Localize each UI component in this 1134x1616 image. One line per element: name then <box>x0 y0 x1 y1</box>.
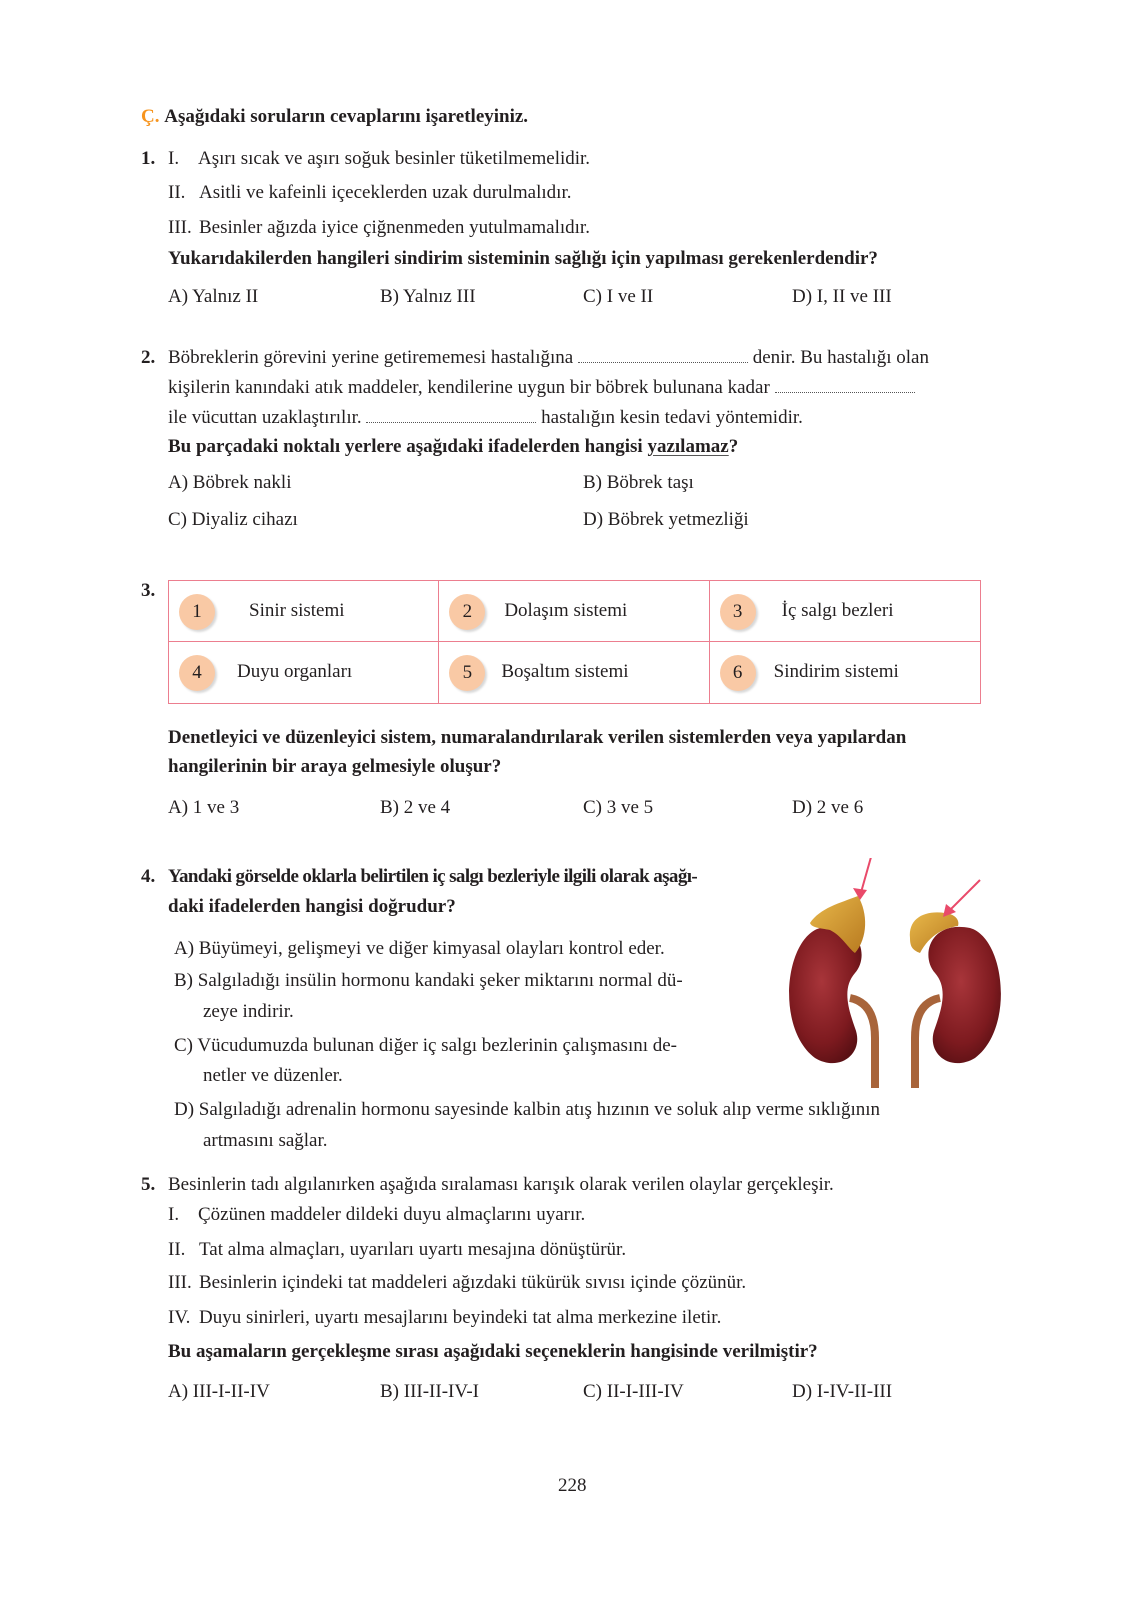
passage-line-1 <box>168 347 929 369</box>
number-badge: 4 <box>179 655 215 691</box>
statement-roman: I. <box>168 148 180 169</box>
option-a[interactable]: A) Böbrek nakli <box>168 472 292 493</box>
option-d[interactable]: D) I-IV-II-III <box>792 1381 893 1402</box>
statement-roman: III. <box>168 217 192 238</box>
system-label: Duyu organları <box>237 661 353 682</box>
passage-line-2 <box>168 377 915 399</box>
number-badge: 5 <box>449 655 485 691</box>
passage-text: kişilerin kanındaki atık maddeler, kendilerine uygun bir böbrek bulunana kadar <box>168 377 770 398</box>
system-label: Boşaltım sistemi <box>501 661 629 682</box>
question-number: 2. <box>141 347 156 368</box>
question-number: 5. <box>141 1174 156 1195</box>
passage-text: hastalığın kesin tedavi yöntemidir. <box>541 407 803 428</box>
blank-2 <box>775 380 915 393</box>
statement-roman: IV. <box>168 1307 191 1328</box>
question-stem-line-1: Yandaki görselde oklarla belirtilen iç salgı bezleriyle ilgili olarak aşağı- <box>168 866 698 887</box>
option-d-cont: artmasını sağlar. <box>203 1130 328 1151</box>
option-b[interactable]: B) 2 ve 4 <box>380 797 451 818</box>
option-c[interactable]: C) 3 ve 5 <box>583 797 654 818</box>
option-b[interactable]: B) III-II-IV-I <box>380 1381 479 1402</box>
option-c[interactable]: C) Vücudumuzda bulunan diğer iç salgı bezlerinin çalışmasını de- <box>174 1035 678 1056</box>
question-stem <box>168 436 738 458</box>
system-label: Sinir sistemi <box>249 600 345 621</box>
blank-1 <box>578 350 748 363</box>
option-c[interactable]: C) Diyaliz cihazı <box>168 509 298 530</box>
option-c[interactable]: C) II-I-III-IV <box>583 1381 684 1402</box>
system-cell <box>169 642 439 703</box>
statement-text: Aşırı sıcak ve aşırı soğuk besinler tüketilmemelidir. <box>198 148 591 169</box>
question-stem: Yukarıdakilerden hangileri sindirim sisteminin sağlığı için yapılması gerekenlerdendir? <box>168 248 878 269</box>
option-a[interactable]: A) Yalnız II <box>168 286 259 307</box>
option-b-cont: zeye indirir. <box>203 1001 294 1022</box>
passage-line-3 <box>168 407 803 429</box>
system-label: Dolaşım sistemi <box>504 600 628 621</box>
number-badge: 6 <box>720 655 756 691</box>
option-b[interactable]: B) Salgıladığı insülin hormonu kandaki şeker miktarını normal dü- <box>174 970 683 991</box>
number-badge: 1 <box>179 594 215 630</box>
statement-roman: III. <box>168 1272 192 1293</box>
question-number: 4. <box>141 866 156 887</box>
question-stem: Bu aşamaların gerçekleşme sırası aşağıdaki seçeneklerin hangisinde verilmiştir? <box>168 1341 818 1362</box>
section-heading <box>141 106 528 128</box>
stem-text: Bu parçadaki noktalı yerlere aşağıdaki ifadelerden hangisi <box>168 436 648 457</box>
blank-3 <box>366 410 536 423</box>
section-title: Aşağıdaki soruların cevaplarını işaretleyiniz. <box>164 106 529 127</box>
option-c[interactable]: C) I ve II <box>583 286 654 307</box>
system-label: İç salgı bezleri <box>781 600 894 621</box>
option-a[interactable]: A) III-I-II-IV <box>168 1381 270 1402</box>
number-badge: 2 <box>449 594 485 630</box>
option-d[interactable]: D) Salgıladığı adrenalin hormonu sayesinde kalbin atış hızının ve soluk alıp verme sıklığının <box>174 1099 881 1120</box>
question-stem-line-2: daki ifadelerden hangisi doğrudur? <box>168 896 456 917</box>
option-d[interactable]: D) 2 ve 6 <box>792 797 864 818</box>
question-number: 3. <box>141 580 156 601</box>
question-stem-line-2: hangilerinin bir araya gelmesiyle oluşur? <box>168 756 502 777</box>
question-intro: Besinlerin tadı algılanırken aşağıda sıralaması karışık olarak verilen olaylar gerçekleşir. <box>168 1174 834 1195</box>
question-stem-line-1: Denetleyici ve düzenleyici sistem, numaralandırılarak verilen sistemlerden veya yapılardan <box>168 727 907 748</box>
system-cell <box>439 642 709 703</box>
passage-text: ile vücuttan uzaklaştırılır. <box>168 407 362 428</box>
statement-roman: II. <box>168 182 186 203</box>
statement-text: Duyu sinirleri, uyartı mesajlarını beyindeki tat alma merkezine iletir. <box>199 1307 722 1328</box>
option-a[interactable]: A) 1 ve 3 <box>168 797 240 818</box>
statement-text: Asitli ve kafeinli içeceklerden uzak durulmalıdır. <box>199 182 572 203</box>
question-number: 1. <box>141 148 156 169</box>
option-b[interactable]: B) Yalnız III <box>380 286 476 307</box>
section-letter: Ç. <box>141 106 160 127</box>
arrow-right <box>947 880 980 913</box>
passage-text: denir. Bu hastalığı olan <box>752 347 929 368</box>
statement-roman: II. <box>168 1239 186 1260</box>
system-cell <box>439 581 709 642</box>
system-label: Sindirim sistemi <box>773 661 899 682</box>
passage-text: Böbreklerin görevini yerine getirememesi hastalığına <box>168 347 574 368</box>
statement-roman: I. <box>168 1204 180 1225</box>
stem-text: ? <box>728 436 739 457</box>
option-d[interactable]: D) Böbrek yetmezliği <box>583 509 749 530</box>
system-cell <box>710 642 980 703</box>
stem-emphasis: yazılamaz <box>647 436 729 457</box>
systems-table <box>168 580 981 704</box>
page-number: 228 <box>558 1475 587 1496</box>
number-badge: 3 <box>720 594 756 630</box>
system-cell <box>710 581 980 642</box>
option-c-cont: netler ve düzenler. <box>203 1065 343 1086</box>
statement-text: Besinler ağızda iyice çiğnenmeden yutulmamalıdır. <box>199 217 590 238</box>
statement-text: Besinlerin içindeki tat maddeleri ağızdaki tükürük sıvısı içinde çözünür. <box>199 1272 747 1293</box>
option-b[interactable]: B) Böbrek taşı <box>583 472 694 493</box>
statement-text: Çözünen maddeler dildeki duyu almaçlarını uyarır. <box>198 1204 586 1225</box>
option-d[interactable]: D) I, II ve III <box>792 286 892 307</box>
system-cell <box>169 581 439 642</box>
kidney-adrenal-illustration <box>780 858 1010 1088</box>
option-a[interactable]: A) Büyümeyi, gelişmeyi ve diğer kimyasal olayları kontrol eder. <box>174 938 665 959</box>
statement-text: Tat alma almaçları, uyarıları uyartı mesajına dönüştürür. <box>199 1239 627 1260</box>
